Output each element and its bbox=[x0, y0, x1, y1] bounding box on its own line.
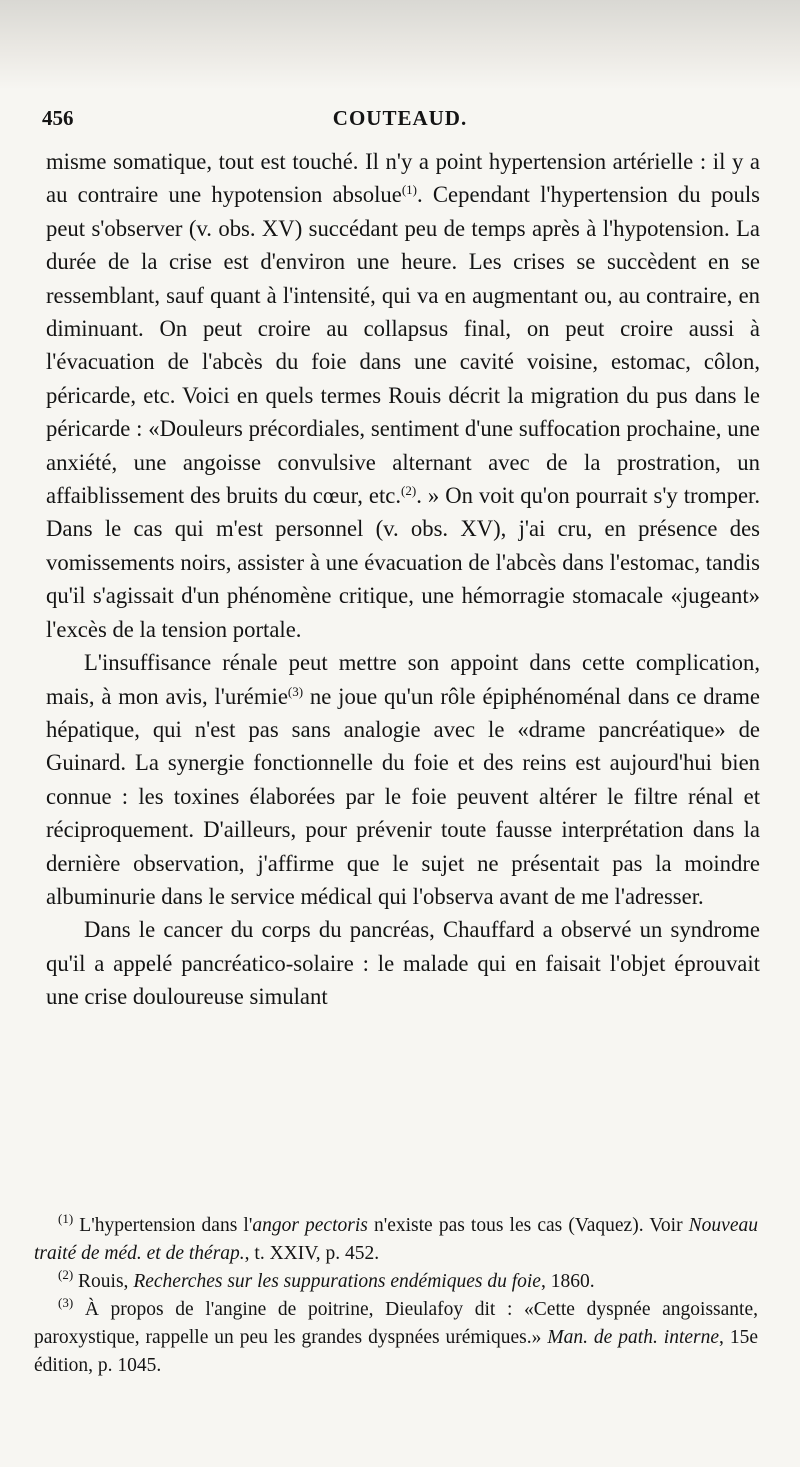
page-edge-shadow bbox=[0, 0, 800, 90]
paragraph-2-text-b: ne joue qu'un rôle épiphénoménal dans ce drame hépatique, qui n'est pas sans analogie avec le «drame pancréatique» de Guinard. La synergie fonctionnelle du foie et des reins est aujourd'hui bien connue : les toxines élaborées par le foie peuvent altérer le filtre rénal et réciproquement. D'ailleurs, pour prévenir toute fausse interprétation dans la dernière observation, j'affirme que le sujet ne présentait pas la moindre albuminurie dans le service médical qui l'observa avant de me l'adresser. bbox=[46, 683, 760, 909]
footnote-ref-1: (1) bbox=[401, 182, 418, 198]
footnote-3 bbox=[34, 1296, 758, 1380]
running-title: COUTEAUD. bbox=[332, 106, 468, 130]
footnote-2-text-b: , 1860. bbox=[540, 1271, 595, 1292]
footnote-3-text-b: , 15e édition, p. 1045. bbox=[34, 1327, 759, 1376]
paragraph-2 bbox=[46, 646, 760, 913]
paragraph-1-text-c: . » On voit qu'on pourrait s'y tromper. Dans le cas qui m'est personnel (v. obs. XV), j'ai cru, en présence des vomissements noirs, assister à une évacuation de l'abcès dans l'estomac, tandis qu'il s'agissait d'un phénomène critique, une hémorragie stomacale «jugeant» l'excès de la tension portale. bbox=[46, 483, 760, 642]
footnote-3-text-a: À propos de l'angine de poitrine, Dieulafoy dit : «Cette dyspnée angoissante, paroxystique, rappelle un peu les grandes dyspnées urémiques.» bbox=[34, 1299, 758, 1348]
footnote-1-text-b: n'existe pas tous les cas (Vaquez). Voir bbox=[367, 1215, 689, 1236]
paragraph-2-text-a: L'insuffisance rénale peut mettre son appoint dans cette complication, mais, à mon avis, l'urémie bbox=[46, 650, 760, 709]
footnote-3-mark: (3) bbox=[58, 1295, 74, 1310]
paragraph-3: Dans le cancer du corps du pancréas, Chauffard a observé un syndrome qu'il a appelé pancréatico-solaire : le malade qui en faisait l'objet éprouvait une crise douloureuse simulant bbox=[46, 917, 760, 1010]
footnote-2-mark: (2) bbox=[58, 1267, 74, 1282]
paragraph-1-text-b: . Cependant l'hypertension du pouls peut s'observer (v. obs. XV) succédant peu de temps après à l'hypotension. La durée de la crise est d'environ une heure. Les crises se succèdent en se ressemblant, sauf quant à l'intensité, qui va en augmentant ou, au contraire, en diminuant. On peut croire au collapsus final, on peut croire aussi à l'évacuation de l'abcès du foie dans une cavité voisine, estomac, côlon, péricarde, etc. Voici en quels termes Rouis décrit la migration du pus dans le péricarde : «Douleurs précordiales, sentiment d'une suffocation prochaine, une anxiété, une angoisse convulsive alternant avec de la prostration, un affaiblissement des bruits du cœur, etc. bbox=[46, 182, 760, 509]
footnote-2 bbox=[34, 1268, 758, 1296]
footnote-ref-3: (3) bbox=[287, 683, 304, 699]
footnote-2-text-a: Rouis, bbox=[73, 1271, 134, 1292]
footnote-3-italic: Man. de path. interne bbox=[547, 1327, 720, 1348]
page-number: 456 bbox=[42, 106, 74, 130]
footnote-ref-2: (2) bbox=[401, 483, 417, 499]
footnote-2-italic: Recherches sur les suppurations endémiques du foie bbox=[133, 1271, 541, 1292]
footnote-1 bbox=[34, 1212, 758, 1268]
footnote-1-italic-2: Nouveau traité de méd. et de thérap. bbox=[34, 1215, 758, 1264]
page-header bbox=[42, 100, 758, 134]
footnote-1-mark: (1) bbox=[58, 1211, 74, 1226]
paragraph-1-text-a: misme somatique, tout est touché. Il n'y a point hypertension artérielle : il y a au contraire une hypotension absolue bbox=[46, 149, 760, 208]
body-text bbox=[46, 145, 760, 1014]
footnote-1-text-a: L'hypertension dans l' bbox=[73, 1215, 253, 1236]
footnotes bbox=[34, 1212, 758, 1380]
paragraph-1 bbox=[46, 145, 760, 646]
footnote-1-italic: angor pectoris bbox=[252, 1215, 368, 1236]
footnote-1-text-c: , t. XXIV, p. 452. bbox=[244, 1243, 380, 1264]
